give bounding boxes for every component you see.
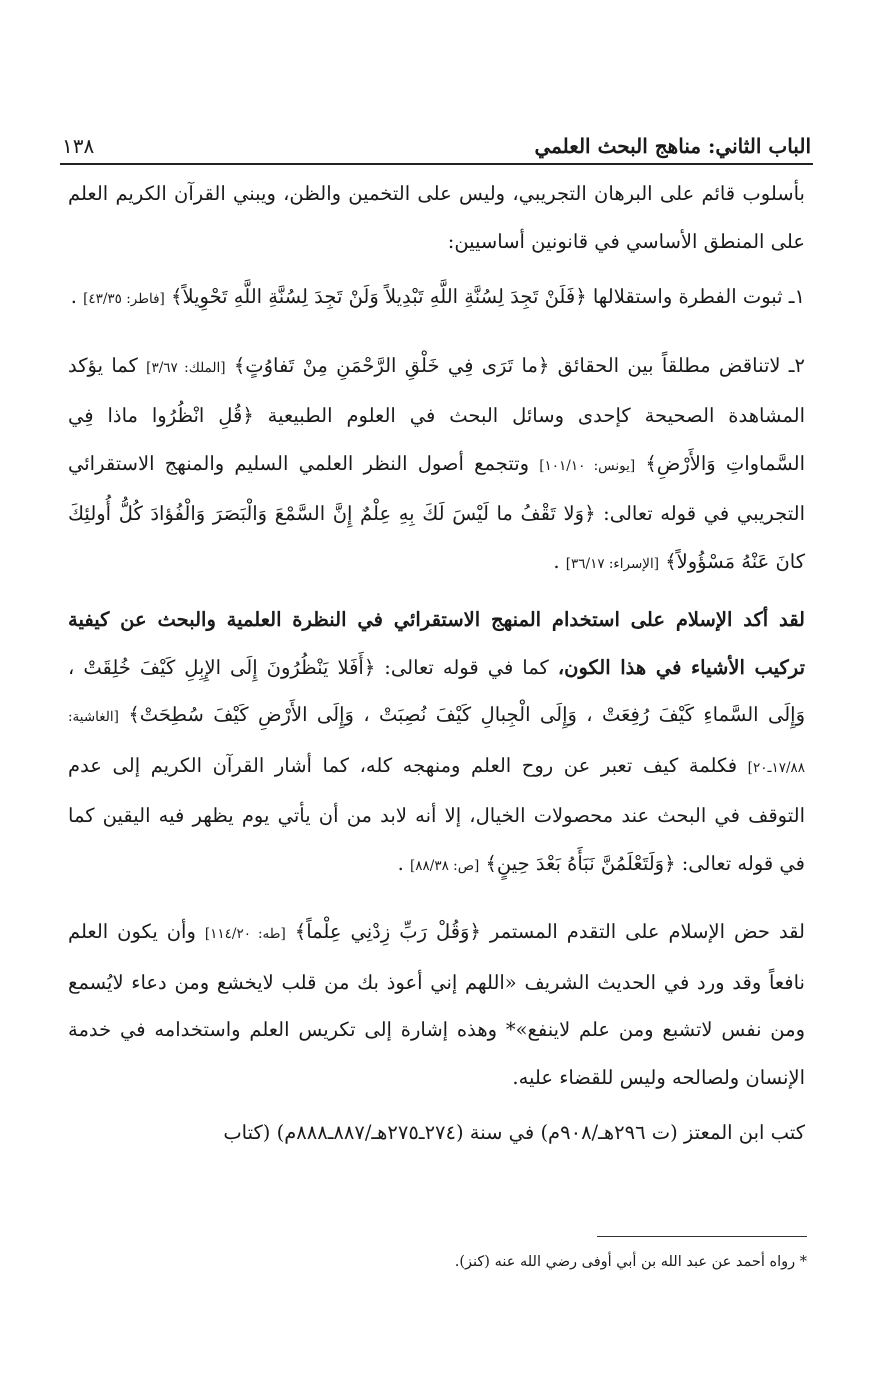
paragraph-2-tail: .	[70, 285, 84, 308]
spacer	[68, 265, 805, 273]
spacer	[68, 890, 805, 908]
footnote-rule	[597, 1236, 807, 1237]
paragraph-4-bold: لقد أكد الإسلام على استخدام المنهج الاستقرائي في النظرة العلمية والبحث عن كيفية تركيب الأشياء في هذا الكون،	[68, 608, 805, 679]
running-header	[62, 118, 811, 158]
citation: [الإسراء: ٣٦/١٧]	[565, 555, 659, 572]
paragraph-6	[68, 1109, 805, 1157]
footnote-marker[interactable]: *	[505, 1018, 516, 1041]
paragraph-2-text: ١ـ ثبوت الفطرة واستقلالها ﴿فَلَنْ تَجِدَ لِسُنَّةِ اللَّهِ تَبْدِيلاً وَلَنْ تَجِدَ لِسُنَّةِ اللَّهِ تَحْوِيلاً﴾	[171, 285, 805, 308]
page-number: ١٣٨	[62, 134, 95, 158]
paragraph-2	[68, 273, 805, 324]
paragraph-4-tail: .	[397, 851, 411, 875]
paragraph-6-text: كتب ابن المعتز (ت ٢٩٦هـ/٩٠٨م) في سنة (٢٧٤ـ٢٧٥هـ/٨٨٧ـ٨٨٨م) (كتاب	[223, 1121, 805, 1144]
spacer	[68, 1101, 805, 1109]
paragraph-5-text-b: وأن يكون العلم نافعاً وقد ورد في الحديث الشريف «اللهم إني أعوذ بك من قلب لايخشع ومن دعاء لايُسمع ومن نفس لاتشبع ومن علم لاينفع»	[68, 920, 805, 1041]
paragraph-3-text-b: كما يؤكد المشاهدة الصحيحة كإحدى وسائل البحث في العلوم الطبيعية ﴿قُلِ انْظُرُوا ماذا فِي السَّماواتِ وَالأَرْضِ﴾	[68, 353, 806, 475]
citation: [يونس: ١٠١/١٠]	[539, 457, 636, 474]
spacer	[68, 324, 805, 342]
paragraph-5	[68, 908, 805, 1101]
paragraph-5-text-c: وهذه إشارة إلى تكريس العلم واستخدامه في خدمة الإنسان ولصالحه وليس للقضاء عليه.	[68, 1018, 805, 1089]
citation: [الملك: ٣/٦٧]	[146, 359, 226, 376]
spacer	[68, 588, 805, 596]
paragraph-4	[68, 596, 805, 890]
body-text	[68, 170, 805, 1157]
header-rule	[60, 163, 813, 165]
paragraph-3-text-c: وتتجمع أصول النظر العلمي السليم والمنهج الاستقرائي التجريبي في قوله تعالى: ﴿وَلا تَقْفُ ما لَيْسَ لَكَ بِهِ عِلْمٌ إِنَّ السَّمْعَ وَالْبَصَرَ وَالْفُؤادَ كُلُّ أُولئِكَ كانَ عَنْهُ مَسْؤُولاً﴾	[68, 451, 805, 573]
citation: [طه: ١١٤/٢٠]	[204, 926, 286, 942]
paragraph-5-text-a: لقد حض الإسلام على التقدم المستمر ﴿وَقُلْ رَبِّ زِدْنِي عِلْماً﴾	[294, 920, 805, 943]
paragraph-3-text-a: ٢ـ لاتناقض مطلقاً بين الحقائق ﴿ما تَرَى فِي خَلْقِ الرَّحْمَنِ مِنْ تَفاوُتٍ﴾	[233, 353, 806, 377]
footnote: * رواه أحمد عن عبد الله بن أبي أوفى رضي الله عنه (كنز).	[454, 1254, 807, 1270]
citation: [فاطر: ٤٣/٣٥]	[83, 291, 165, 307]
paragraph-1	[68, 170, 805, 265]
citation: [الغاشية: ١٧/٨٨ـ٢٠]	[68, 709, 805, 776]
chapter-title: الباب الثاني: مناهج البحث العلمي	[534, 134, 811, 158]
paragraph-4-text-a: كما في قوله تعالى: ﴿أَفَلا يَنْظُرُونَ إِلَى الإِبِلِ كَيْفَ خُلِقَتْ ، وَإِلَى السَّماءِ كَيْفَ رُفِعَتْ ، وَإِلَى الْجِبالِ كَيْفَ نُصِبَتْ ، وَإِلَى الأَرْضِ كَيْفَ سُطِحَتْ﴾	[68, 655, 805, 726]
paragraph-4-text-b: فكلمة كيف تعبر عن روح العلم ومنهجه كله، كما أشار القرآن الكريم إلى عدم التوقف في البحث عند محصولات الخيال، إلا أنه لابد من أن يأتي يوم يظهر فيه اليقين كما في قوله تعالى: ﴿وَلَتَعْلَمُنَّ نَبَأَهُ بَعْدَ حِينٍ﴾	[68, 753, 805, 875]
citation: [ص: ٨٨/٣٨]	[410, 857, 480, 874]
paragraph-3	[68, 342, 805, 589]
paragraph-1-text: بأسلوب قائم على البرهان التجريبي، وليس على التخمين والظن، ويبني القرآن الكريم العلم على المنطق الأساسي في قانونين أساسيين:	[68, 182, 805, 253]
paragraph-3-tail: .	[553, 549, 566, 573]
